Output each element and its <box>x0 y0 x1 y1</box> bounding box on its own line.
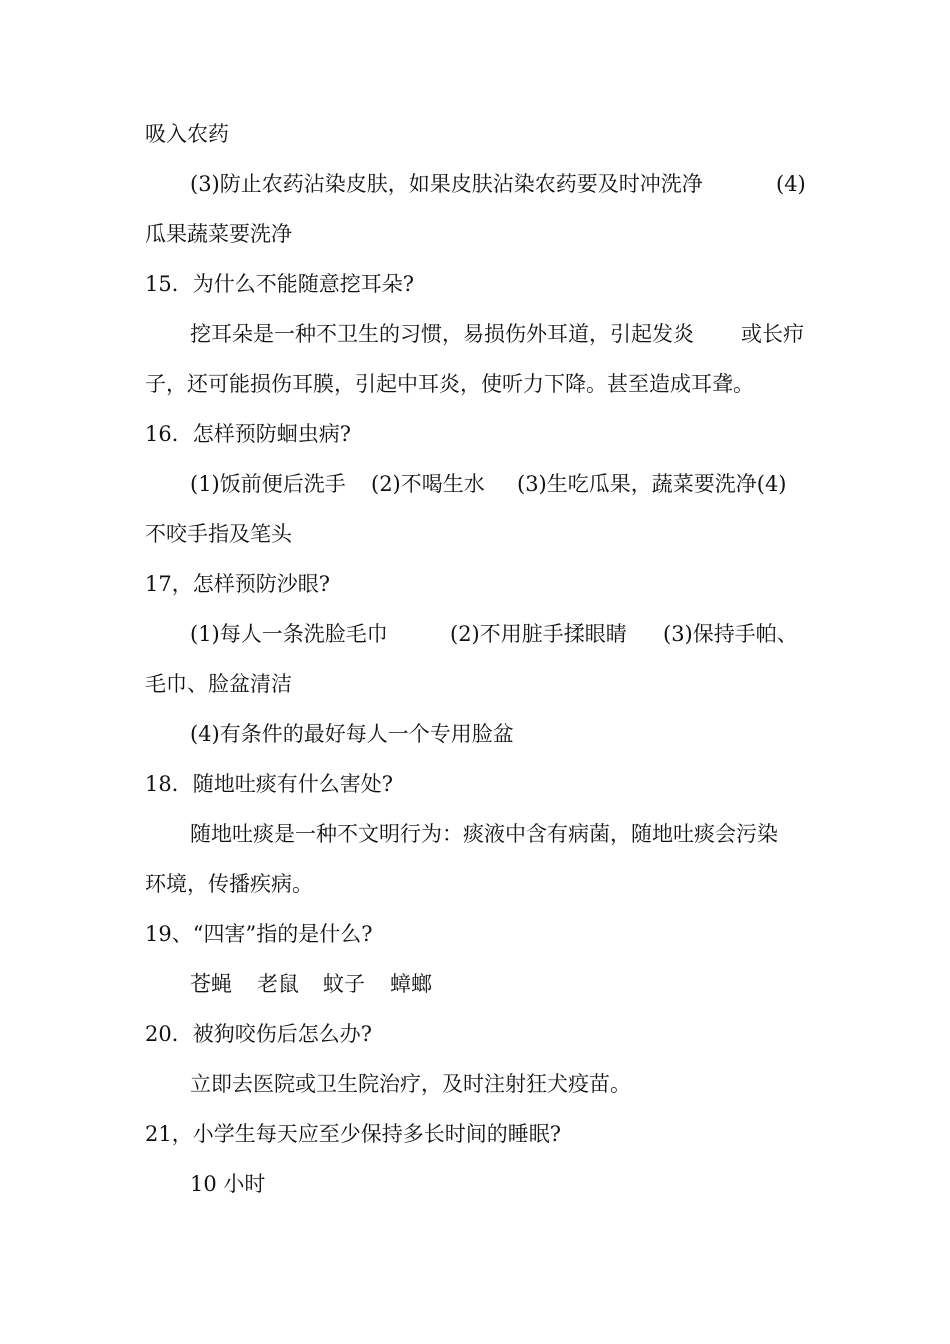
text-fragment: (1)饭前便后洗手 <box>190 472 346 496</box>
text-line: 随地吐痰是一种不文明行为：痰液中含有病菌，随地吐痰会污染 <box>190 822 778 846</box>
text-fragment: (4) <box>776 172 806 196</box>
text-line: 不咬手指及笔头 <box>145 522 292 546</box>
text-line: 子，还可能损伤耳膜，引起中耳炎，使听力下降。甚至造成耳聋。 <box>145 372 754 396</box>
question-heading: 18．随地吐痰有什么害处? <box>145 772 393 796</box>
text-fragment: 或长疖 <box>741 322 804 346</box>
text-fragment: (2)不喝生水 <box>371 472 485 496</box>
text-line: (4)有条件的最好每人一个专用脸盆 <box>190 722 514 746</box>
text-line: 挖耳朵是一种不卫生的习惯，易损伤外耳道，引起发炎 <box>190 322 694 346</box>
text-fragment: 蟑螂 <box>390 972 432 996</box>
question-heading: 20．被狗咬伤后怎么办? <box>145 1022 372 1046</box>
text-line: 10 小时 <box>190 1172 266 1196</box>
text-line: 立即去医院或卫生院治疗，及时注射狂犬疫苗。 <box>190 1072 631 1096</box>
text-fragment: 苍蝇 <box>190 972 232 996</box>
text-fragment: (3)生吃瓜果，蔬菜要洗净(4) <box>517 472 787 496</box>
text-line: 毛巾、脸盆清洁 <box>145 672 292 696</box>
text-line: 吸入农药 <box>145 122 229 146</box>
text-fragment: 老鼠 <box>257 972 299 996</box>
text-fragment: (2)不用脏手揉眼睛 <box>450 622 627 646</box>
text-line: 环境，传播疾病。 <box>145 872 313 896</box>
question-heading: 15．为什么不能随意挖耳朵? <box>145 272 414 296</box>
question-heading: 17，怎样预防沙眼? <box>145 572 330 596</box>
text-line: 瓜果蔬菜要洗净 <box>145 222 292 246</box>
text-fragment: (1)每人一条洗脸毛巾 <box>190 622 388 646</box>
text-fragment: (3)保持手帕、 <box>663 622 798 646</box>
question-heading: 16．怎样预防蛔虫病? <box>145 422 351 446</box>
question-heading: 19、“四害”指的是什么? <box>145 922 373 946</box>
text-fragment: 蚊子 <box>323 972 365 996</box>
text-line: (3)防止农药沾染皮肤，如果皮肤沾染农药要及时冲洗净 <box>190 172 703 196</box>
question-heading: 21，小学生每天应至少保持多长时间的睡眠? <box>145 1122 561 1146</box>
